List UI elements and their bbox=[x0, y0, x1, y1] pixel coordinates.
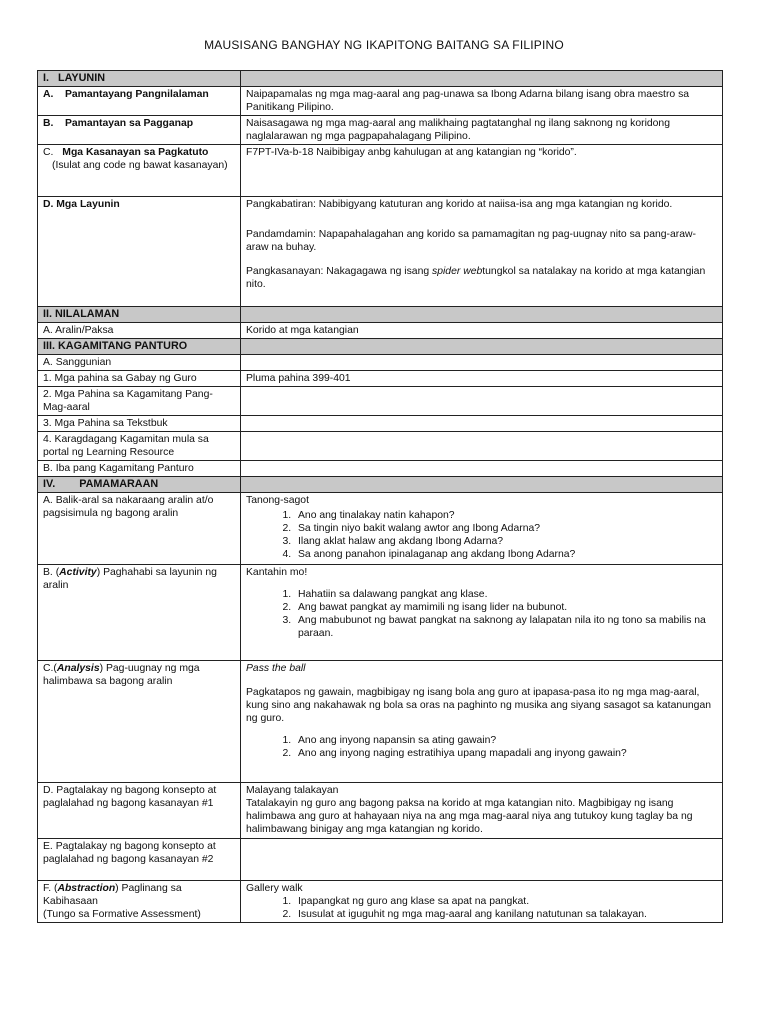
section-label: I. LAYUNIN bbox=[38, 71, 241, 87]
step-list bbox=[246, 588, 718, 640]
table-row bbox=[38, 881, 723, 923]
list-item: 2. Ang bawat pangkat ay mamimili ng isang lider na bubunot. bbox=[294, 601, 718, 614]
row-value: Naipapamalas ng mga mag-aaral ang pag-unawa sa Ibong Adarna bilang isang obra maestro sa Panitikang Pilipino. bbox=[241, 87, 723, 116]
table-row bbox=[38, 839, 723, 881]
row-label: A. Aralin/Paksa bbox=[38, 323, 241, 339]
table-row bbox=[38, 565, 723, 661]
table-row bbox=[38, 87, 723, 116]
page-title: MAUSISANG BANGHAY NG IKAPITONG BAITANG SA FILIPINO bbox=[204, 38, 564, 52]
list-item: 1. Ipapangkat ng guro ang klase sa apat na pangkat. bbox=[294, 895, 718, 908]
table-row bbox=[38, 661, 723, 783]
table-row bbox=[38, 432, 723, 461]
row-label: F. (Abstraction) Paglinang sa Kabihasaan (Tungo sa Formative Assessment) bbox=[38, 881, 241, 923]
section-header-nilalaman bbox=[38, 307, 723, 323]
list-item: 1. Hahatiin sa dalawang pangkat ang klase. bbox=[294, 588, 718, 601]
row-value: F7PT-IVa-b-18 Naibibigay anbg kahulugan at ang katangian ng “korido”. bbox=[241, 145, 723, 197]
row-label: A. Balik-aral sa nakaraang aralin at/o pagsisimula ng bagong aralin bbox=[38, 493, 241, 565]
table-row bbox=[38, 197, 723, 307]
row-value: Pangkabatiran: Nabibigyang katuturan ang korido at naiisa-isa ang mga katangian ng korido. Pandamdamin: Napapahalagahan ang korido sa pamamagitan ng pag-uugnay nito sa pang-araw-araw na buhay. Pangkasanayan: Nakagagawa ng isang spider webtungkol sa natalakay na korido at mga katangian nito. bbox=[241, 197, 723, 307]
section-header-pamamaraan bbox=[38, 477, 723, 493]
row-label: B. Pamantayan sa Pagganap bbox=[38, 116, 241, 145]
list-item: 2. Ano ang inyong naging estratihiya upang mapadali ang inyong gawain? bbox=[294, 747, 718, 760]
section-label: III. KAGAMITANG PANTURO bbox=[38, 339, 241, 355]
row-label: 4. Karagdagang Kagamitan mula sa portal ng Learning Resource bbox=[38, 432, 241, 461]
step-list bbox=[246, 895, 718, 921]
table-row bbox=[38, 323, 723, 339]
row-label: 3. Mga Pahina sa Tekstbuk bbox=[38, 416, 241, 432]
row-value: Malayang talakayan Tatalakayin ng guro ang bagong paksa na korido at mga katangian nito. Magbibigay ng isang halimbawa ang guro at hahayaan niya na ang mga mag-aaral niya ang tutukoy kung taglay ba ng halimbawang binigay ang mga katangian ng korido. bbox=[241, 783, 723, 839]
table-row bbox=[38, 371, 723, 387]
table-row bbox=[38, 145, 723, 197]
table-row bbox=[38, 783, 723, 839]
row-label: E. Pagtalakay ng bagong konsepto at paglalahad ng bagong kasanayan #2 bbox=[38, 839, 241, 881]
row-label: D. Pagtalakay ng bagong konsepto at paglalahad ng bagong kasanayan #1 bbox=[38, 783, 241, 839]
row-value: Tanong-sagot 1. Ano ang tinalakay natin kahapon? 2. Sa tingin niyo bakit walang awtor ang Ibong Adarna? 3. Ilang aklat halaw ang akdang Ibong Adarna? 4. Sa anong panahon ipinalaganap ang akdang Ibong Adarna? bbox=[241, 493, 723, 565]
list-item: 1. Ano ang tinalakay natin kahapon? bbox=[294, 509, 718, 522]
row-label: 2. Mga Pahina sa Kagamitang Pang-Mag-aaral bbox=[38, 387, 241, 416]
row-value: Naisasagawa ng mga mag-aaral ang malikhaing pagtatanghal ng ilang saknong ng koridong naglalarawan ng mga pagpapahalagang Pilipino. bbox=[241, 116, 723, 145]
table-row bbox=[38, 493, 723, 565]
table-row bbox=[38, 387, 723, 416]
list-item: 3. Ilang aklat halaw ang akdang Ibong Adarna? bbox=[294, 535, 718, 548]
list-item: 4. Sa anong panahon ipinalaganap ang akdang Ibong Adarna? bbox=[294, 548, 718, 561]
row-label: B. (Activity) Paghahabi sa layunin ng aralin bbox=[38, 565, 241, 661]
row-value: Pass the ball Pagkatapos ng gawain, magbibigay ng isang bola ang guro at ipapasa-pasa ito ng mga mag-aaral, kung sino ang nakahawak ng bola sa oras na paghinto ng musika ang siyang sasagot sa katanungan ng guro. 1. Ano ang inyong napansin sa ating gawain? 2. Ano ang inyong naging estratihiya upang mapadali ang inyong gawain? bbox=[241, 661, 723, 783]
section-label: II. NILALAMAN bbox=[38, 307, 241, 323]
row-label: C. Mga Kasanayan sa Pagkatuto (Isulat ang code ng bawat kasanayan) bbox=[38, 145, 241, 197]
table-row bbox=[38, 461, 723, 477]
list-item: 1. Ano ang inyong napansin sa ating gawain? bbox=[294, 734, 718, 747]
table-row bbox=[38, 416, 723, 432]
question-list bbox=[246, 734, 718, 760]
row-value: Kantahin mo! 1. Hahatiin sa dalawang pangkat ang klase. 2. Ang bawat pangkat ay mamimili ng isang lider na bubunot. 3. Ang mabubunot ng bawat pangkat na saknong ay lalapatan nila ito ng tono sa mabilis na paraan. bbox=[241, 565, 723, 661]
row-value: Pluma pahina 399-401 bbox=[241, 371, 723, 387]
row-label: D. Mga Layunin bbox=[38, 197, 241, 307]
table-row bbox=[38, 355, 723, 371]
section-header-layunin bbox=[38, 71, 723, 87]
row-value: Gallery walk 1. Ipapangkat ng guro ang klase sa apat na pangkat. 2. Isusulat at iguguhit ng mga mag-aaral ang kanilang natutunan sa talakayan. bbox=[241, 881, 723, 923]
list-item: 2. Isusulat at iguguhit ng mga mag-aaral ang kanilang natutunan sa talakayan. bbox=[294, 908, 718, 921]
row-label: 1. Mga pahina sa Gabay ng Guro bbox=[38, 371, 241, 387]
list-item: 2. Sa tingin niyo bakit walang awtor ang Ibong Adarna? bbox=[294, 522, 718, 535]
row-label: A. Pamantayang Pangnilalaman bbox=[38, 87, 241, 116]
row-label: B. Iba pang Kagamitang Panturo bbox=[38, 461, 241, 477]
lesson-plan-table bbox=[37, 70, 723, 923]
list-item: 3. Ang mabubunot ng bawat pangkat na saknong ay lalapatan nila ito ng tono sa mabilis na paraan. bbox=[294, 614, 718, 640]
row-value: Korido at mga katangian bbox=[241, 323, 723, 339]
row-label: C.(Analysis) Pag-uugnay ng mga halimbawa sa bagong aralin bbox=[38, 661, 241, 783]
section-header-kagamitan bbox=[38, 339, 723, 355]
row-label: A. Sanggunian bbox=[38, 355, 241, 371]
question-list bbox=[246, 509, 718, 561]
table-row bbox=[38, 116, 723, 145]
section-label: IV. PAMAMARAAN bbox=[38, 477, 241, 493]
